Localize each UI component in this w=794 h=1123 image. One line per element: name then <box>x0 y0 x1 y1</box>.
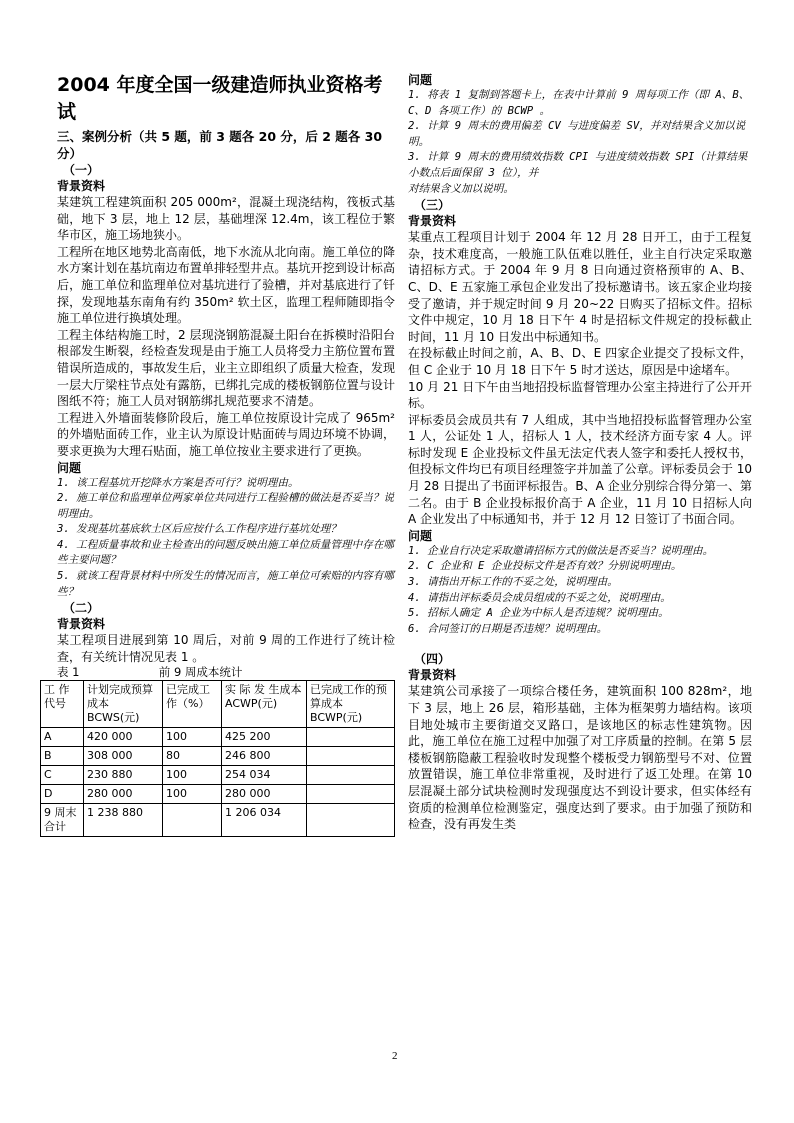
table-cell: D <box>41 785 84 804</box>
case3-questions-label: 问题 <box>408 528 433 543</box>
case3-paragraph: 在投标截止时间之前，A、B、D、E 四家企业提交了投标文件，但 C 企业于 10 月 18 日下午 5 时才送达，原因是中途堵车。 <box>408 346 752 377</box>
case2-background-label: 背景资料 <box>57 617 106 632</box>
case1-paragraph: 工程进入外墙面装修阶段后，施工单位按原设计完成了 965m² 的外墙贴面砖工作，业主认为原设计贴面砖与周边环境不协调，要求更换为大理石贴面，施工单位按业主要求进行了更换。 <box>57 410 395 458</box>
table-header-cell: 已完成工作的预算成本 BCWP(元) <box>307 681 395 728</box>
table-row <box>41 766 395 785</box>
case2-question: 2. 计算 9 周末的费用偏差 CV 与进度偏差 SV，并对结果含义加以说明。 <box>408 120 746 148</box>
table-cell: 425 200 <box>222 728 307 747</box>
table-row <box>41 728 395 747</box>
table-cell: C <box>41 766 84 785</box>
table-cell: 254 034 <box>222 766 307 785</box>
table-cell: 420 000 <box>84 728 163 747</box>
table-header-cell: 计划完成预算成本 BCWS(元) <box>84 681 163 728</box>
table-cell: A <box>41 728 84 747</box>
case1-background-label: 背景资料 <box>57 179 106 193</box>
table-cell <box>307 766 395 785</box>
right-column <box>408 72 752 833</box>
case2-heading: （二） <box>63 601 100 616</box>
case1-heading: （一） <box>63 163 100 177</box>
table-header-cell: 实 际 发 生成本 ACWP(元) <box>222 681 307 728</box>
table-number: 表 1 <box>57 665 80 680</box>
table-cell: 100 <box>163 785 222 804</box>
case2-paragraph: 某工程项目进展到第 10 周后，对前 9 周的工作进行了统计检查，有关统计情况见表 1 。 <box>57 633 395 664</box>
table-caption <box>57 665 395 680</box>
case1-question: 5. 就该工程背景材料中所发生的情况而言，施工单位可索赔的内容有哪些？ <box>57 570 394 598</box>
table-cell: 100 <box>163 766 222 785</box>
page-number: 2 <box>392 1050 398 1062</box>
table-header-cell: 已完成工作（%） <box>163 681 222 728</box>
table-cell: 246 800 <box>222 747 307 766</box>
case1-question: 3. 发现基坑基底软土区后应按什么工作程序进行基坑处理？ <box>57 523 341 536</box>
table-cell: 230 880 <box>84 766 163 785</box>
case3-background-label: 背景资料 <box>408 214 457 229</box>
case2-questions-label: 问题 <box>408 73 433 87</box>
case3-paragraph: 评标委员会成员共有 7 人组成，其中当地招投标监督管理办公室 1 人，公证处 1 人，招标人 1 人，技术经济方面专家 4 人。评标时发现 E 企业投标文件虽无法定代表人签字和委托人授权书，但投标文件均已有项目经理签字并加盖了公章。评标委员会于 10 月 28 日提出了书面评标报告。B、A 企业分别综合得分第一、第二名。由于 B 企业投标报价高于 A 企业，11 月 10 日招标人向 A 企业发出了中标通知书，并于 12 月 12 日签订了书面合同。 <box>408 412 752 527</box>
case3-question: 2. C 企业和 E 企业投标文件是否有效？分别说明理由。 <box>408 560 682 573</box>
table-cell: 1 238 880 <box>84 804 163 837</box>
table-cell: 1 206 034 <box>222 804 307 837</box>
case2-question: 1. 将表 1 复制到答题卡上，在表中计算前 9 周每项工作（即 A、B、C、D 各项工作）的 BCWP 。 <box>408 89 750 117</box>
table-header-cell: 工 作代号 <box>41 681 84 728</box>
case4-paragraph: 某建筑公司承接了一项综合楼任务，建筑面积 100 828m²，地下 3 层，地上 26 层，箱形基础，主体为框架剪力墙结构。该项目地处城市主要街道交叉路口，是该地区的标志性建筑物。因此，施工单位在施工过程中加强了对工序质量的控制。在第 5 层楼板钢筋隐蔽工程验收时发现整个楼板受力钢筋型号不对、位置放置错误，施工单位非常重视，及时进行了返工处理。在第 10 层混凝土部分试块检测时发现强度达不到设计要求，但实体经有资质的检测单位检测鉴定，强度达到了要求。由于加强了预防和检查，没有再发生类 <box>408 684 752 832</box>
case2-question: 3. 计算 9 周末的费用绩效指数 CPI 与进度绩效指数 SPI（计算结果小数点后面保留 3 位），并 <box>408 151 748 179</box>
case4-background-label: 背景资料 <box>408 668 457 683</box>
case4-heading: （四） <box>414 652 451 667</box>
table-title: 前 9 周成本统计 <box>158 665 243 680</box>
section-heading: 三、案例分析（共 5 题，前 3 题各 20 分，后 2 题各 30 分） <box>57 129 383 161</box>
table-cell: 9 周末 合计 <box>41 804 84 837</box>
case1-paragraph: 工程主体结构施工时，2 层现浇钢筋混凝土阳台在拆模时沿阳台根部发生断裂，经检查发现是由于施工人员将受力主筋位置布置错误所造成的，事故发生后，业主立即组织了质量大检查，发现一层大厅梁柱节点处有露筋，已绑扎完成的楼板钢筋位置与设计图纸不符；施工人员对钢筋绑扎规范要求不清楚。 <box>57 327 395 409</box>
table-total-row <box>41 804 395 837</box>
table-cell: 308 000 <box>84 747 163 766</box>
table-cell <box>307 728 395 747</box>
document-title: 2004 年度全国一级建造师执业资格考试 <box>57 74 383 123</box>
left-column <box>44 72 395 837</box>
case1-paragraph: 工程所在地区地势北高南低，地下水流从北向南。施工单位的降水方案计划在基坑南边布置单排轻型井点。基坑开挖到设计标高后，施工单位和监理单位对基坑进行了验槽，并对基底进行了钎探，发现地基东南角有约 350m² 软土区，监理工程师随即指令施工单位进行换填处理。 <box>57 244 395 326</box>
table-cell: 280 000 <box>84 785 163 804</box>
table-row <box>41 747 395 766</box>
table-cell: 80 <box>163 747 222 766</box>
table-cell <box>307 785 395 804</box>
case1-questions-label: 问题 <box>57 460 82 475</box>
case1-question: 1. 该工程基坑开挖降水方案是否可行？说明理由。 <box>57 476 299 489</box>
case1-question: 4. 工程质量事故和业主检查出的问题反映出施工单位质量管理中存在哪些主要问题？ <box>57 538 394 567</box>
table-header-row <box>41 681 395 728</box>
case1-paragraph: 某建筑工程建筑面积 205 000m²，混凝土现浇结构，筏板式基础，地下 3 层，地上 12 层，基础埋深 12.4m，该工程位于繁华市区，施工场地狭小。 <box>57 195 395 243</box>
cost-table <box>40 680 395 837</box>
table-cell <box>307 804 395 837</box>
table-cell: 100 <box>163 728 222 747</box>
case3-question: 1. 企业自行决定采取邀请招标方式的做法是否妥当？说明理由。 <box>408 544 714 557</box>
case3-question: 4. 请指出评标委员会成员组成的不妥之处，说明理由。 <box>408 591 671 604</box>
case3-paragraph: 某重点工程项目计划于 2004 年 12 月 28 日开工，由于工程复杂，技术难度高，一般施工队伍难以胜任，业主自行决定采取邀请招标方式。于 2004 年 9 月 8 日向通过资格预审的 A、B、C、D、E 五家施工承包企业发出了投标邀请书。该五家企业均接受了邀请，并于规定时间 9 月 20~22 日购买了招标文件。招标文件中规定，10 月 18 日下午 4 时是招标文件规定的投标截止时间，11 月 10 日发出中标通知书。 <box>408 230 752 344</box>
case3-paragraph: 10 月 21 日下午由当地招投标监督管理办公室主持进行了公开开标。 <box>408 379 752 411</box>
table-cell: B <box>41 747 84 766</box>
table-cell <box>307 747 395 766</box>
table-cell: 280 000 <box>222 785 307 804</box>
case3-question: 6. 合同签订的日期是否违规？说明理由。 <box>408 622 608 635</box>
table-cell <box>163 804 222 837</box>
table-row <box>41 785 395 804</box>
case1-question: 2. 施工单位和监理单位两家单位共同进行工程验槽的做法是否妥当？说明理由。 <box>57 492 394 520</box>
case3-question: 3. 请指出开标工作的不妥之处，说明理由。 <box>408 576 618 589</box>
case3-question: 5. 招标人确定 A 企业为中标人是否违规？说明理由。 <box>408 607 669 620</box>
case3-heading: （三） <box>414 198 451 213</box>
case2-question: 对结果含义加以说明。 <box>408 182 514 195</box>
